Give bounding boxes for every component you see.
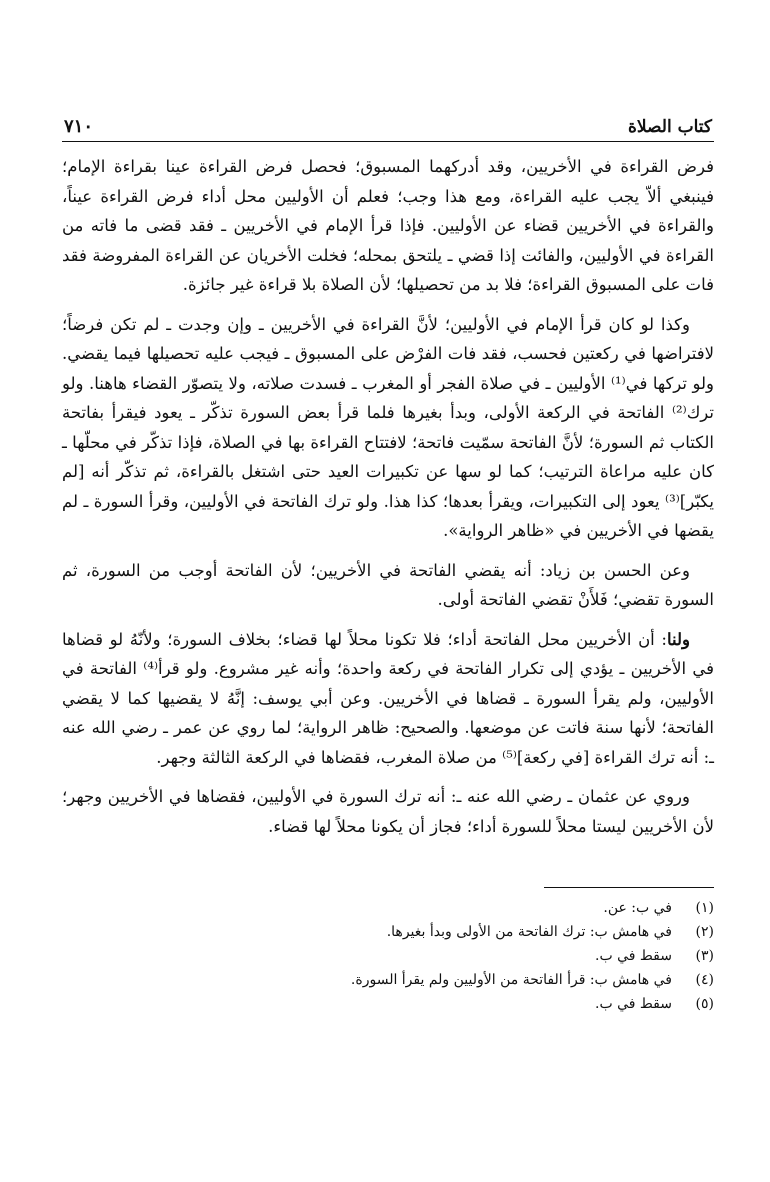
footnote-number: (٢) (695, 924, 714, 940)
footnote-text: في ب: عن. (603, 900, 672, 916)
paragraph-text: وكذا لو كان قرأ الإمام في الأوليين؛ لأنَّ القراءة في الأخريين ـ وإن وجدت ـ لم تكن فرضاً؛ لافتراضها في ركعتين فحسب، فقد فات الفرْض على المسبوق ـ فيجب عليه تحصيلها فيما يقضي. ولو تركها في⁽¹⁾ الأوليين ـ في صلاة الفجر أو المغرب ـ فسدت صلاته، ولا يتصوّر القضاء هاهنا. ولو ترك⁽²⁾ الفاتحة في الركعة الأولى، وبدأ بغيرها فلما قرأ بعض السورة تذكّر ـ يعود فيقرأ بفاتحة الكتاب ثم السورة؛ لأنَّ الفاتحة سمّيت فاتحة؛ لافتتاح القراءة بها في الصلاة، فإذا تذكّر في محلّها ـ كان عليه مراعاة الترتيب؛ كما لو سها عن تكبيرات العيد حتى اشتغل بالقراءة، ثم تذكّر أنه [لم يكبّر]⁽³⁾ يعود إلى التكبيرات، ويقرأ بعدها؛ كذا هذا. ولو ترك الفاتحة في الأوليين، وقرأ السورة ـ لم يقضها في الأخريين في «ظاهر الرواية». (62, 314, 714, 540)
paragraph-5 (62, 782, 714, 841)
footnote-item (62, 968, 714, 992)
footnotes-list (62, 896, 714, 1016)
footnote-divider (544, 887, 714, 888)
paragraph-text: وعن الحسن بن زياد: أنه يقضي الفاتحة في الأخريين؛ لأن الفاتحة أوجب من السورة، ثم السورة تقضي؛ فَلأَنْ تقضي الفاتحة أولى. (62, 560, 714, 609)
footnote-item (62, 992, 714, 1016)
page-number: ٧١٠ (64, 116, 94, 137)
footnote-text: سقط في ب. (595, 996, 672, 1012)
footnote-number: (١) (695, 900, 714, 916)
footnote-item (62, 920, 714, 944)
paragraph-3 (62, 556, 714, 615)
footnote-item (62, 944, 714, 968)
footnote-text: في هامش ب: قرأ الفاتحة من الأوليين ولم يقرأ السورة. (350, 972, 672, 988)
footnote-number: (٥) (695, 996, 714, 1012)
paragraph-1 (62, 152, 714, 300)
footnote-number: (٤) (695, 972, 714, 988)
footnote-text: في هامش ب: ترك الفاتحة من الأولى وبدأ بغيرها. (386, 924, 672, 940)
paragraph-text: وروي عن عثمان ـ رضي الله عنه ـ: أنه ترك السورة في الأوليين، فقضاها في الأخريين وجهر؛ لأن الأخريين ليستا محلاً للسورة أداء؛ فجاز أن يكونا محلاً لها قضاء. (62, 787, 714, 836)
paragraph-text: فرض القراءة في الأخريين، وقد أدركهما المسبوق؛ فحصل فرض القراءة عينا بقراءة الإمام؛ فينبغي ألاّ يجب عليه القراءة، ومع هذا وجب؛ فعلم أن الأوليين محل أداء فرض القراءة عيناً، والقراءة في الأخريين قضاء عن الأوليين. فإذا قرأ الإمام في الأخريين ـ فقد قضى ما فاته من القراءة في الأوليين، والفائت إذا قضي ـ يلتحق بمحله؛ فخلت الأخريان عن القراءة المفروضة فقد فات على المسبوق القراءة؛ فلا بد من تحصيلها؛ لأن الصلاة بلا قراءة غير جائزة. (62, 157, 714, 294)
paragraph-4 (62, 625, 714, 773)
main-text (62, 152, 714, 841)
chapter-title: كتاب الصلاة (627, 117, 712, 137)
footnote-item (62, 896, 714, 920)
paragraph-text: : أن الأخريين محل الفاتحة أداء؛ فلا تكونا محلاً لها قضاء؛ بخلاف السورة؛ ولأنّهُ لو قضاها في الأخريين ـ يؤدي إلى تكرار الفاتحة في ركعة واحدة؛ وأنه غير مشروع. ولو قرأ⁽⁴⁾ الفاتحة في الأوليين، ولم يقرأ السورة ـ قضاها في الأخريين. وعن أبي يوسف: إنَّهُ لا يقضيها كما لا يقضي الفاتحة؛ لأنها سنة فاتت عن موضعها. والصحيح: ظاهر الرواية؛ لما روي عن عمر ـ رضي الله عنه ـ: أنه ترك القراءة [في ركعة]⁽⁵⁾ من صلاة المغرب، فقضاها في الركعة الثالثة وجهر. (62, 629, 715, 767)
footnote-text: سقط في ب. (595, 948, 672, 964)
paragraph-2 (62, 310, 714, 546)
paragraph-lead-word: ولنا (666, 629, 690, 649)
book-page (62, 108, 714, 1032)
running-header (62, 108, 714, 142)
footnote-number: (٣) (695, 948, 714, 964)
